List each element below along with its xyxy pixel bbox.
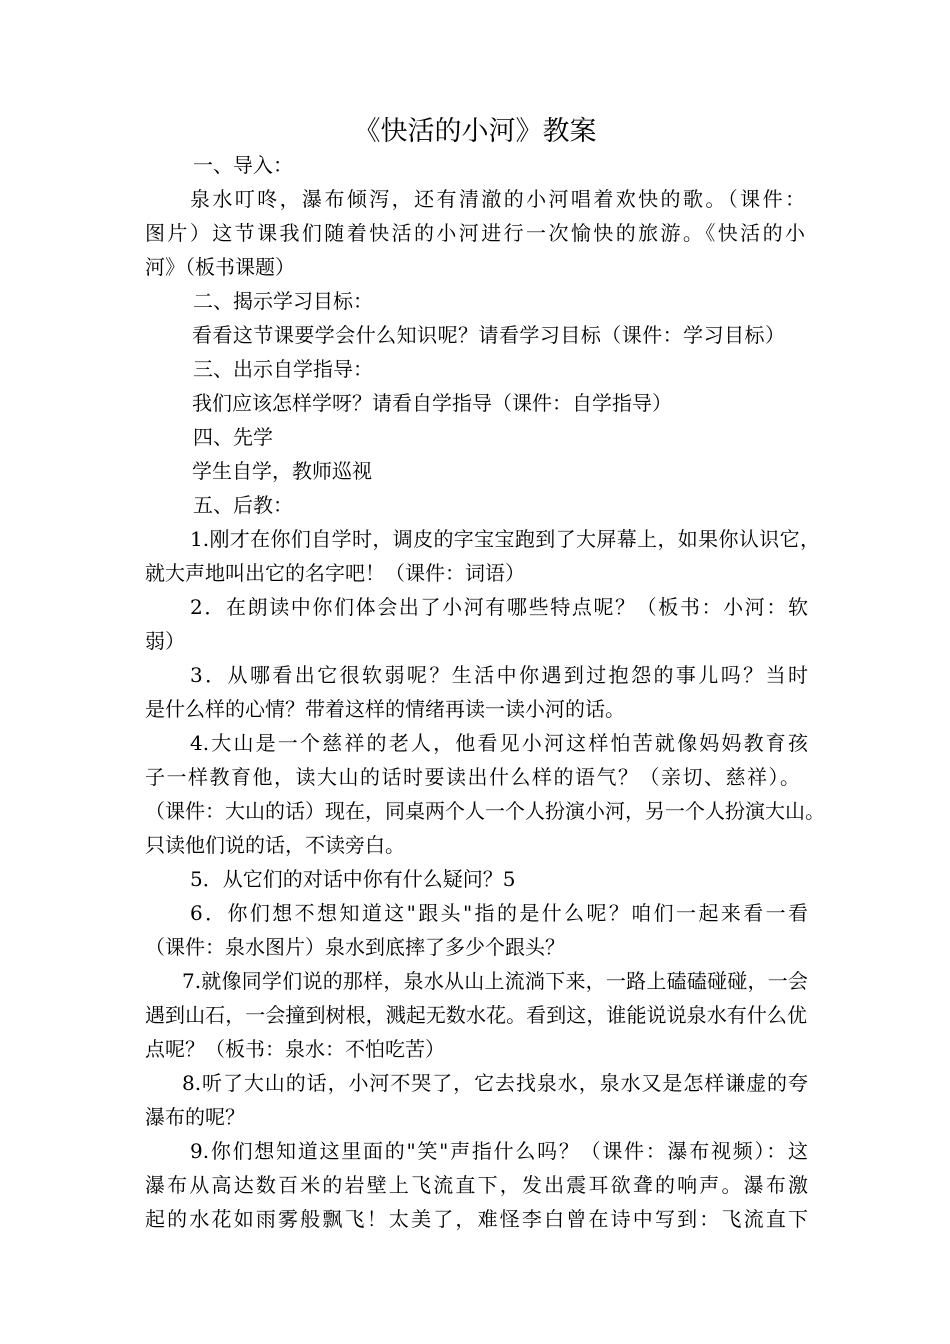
paragraph-line: 子一样教育他，读大山的话时要读出什么样的语气？（亲切、慈祥）。 <box>145 765 800 789</box>
paragraph-line: （课件：泉水图片）泉水到底摔了多少个跟头？ <box>145 935 565 959</box>
section-heading: 二、揭示学习目标： <box>193 289 373 313</box>
paragraph-line: 遇到山石，一会撞到树根，溅起无数水花。看到这，谁能说说泉水有什么优 <box>145 1003 807 1027</box>
paragraph-line: 5．从它们的对话中你有什么疑问？5 <box>190 867 516 891</box>
paragraph-line: 3．从哪看出它很软弱呢？生活中你遇到过抱怨的事儿吗？当时 <box>190 663 808 687</box>
paragraph-line: 河》（板书课题） <box>145 255 295 279</box>
paragraph-line: 点呢？（板书：泉水：不怕吃苦） <box>145 1037 445 1061</box>
paragraph-line: 学生自学，教师巡视 <box>192 459 372 483</box>
paragraph-line: 瀑布的呢？ <box>145 1105 245 1129</box>
paragraph-line: 6．你们想不想知道这"跟头"指的是什么呢？咱们一起来看一看 <box>190 901 808 925</box>
paragraph-line: 9.你们想知道这里面的"笑"声指什么吗？（课件：瀑布视频）：这 <box>190 1139 808 1163</box>
paragraph-line: 7.就像同学们说的那样，泉水从山上流淌下来，一路上磕磕碰碰，一会 <box>182 969 808 993</box>
document-title: 《快活的小河》教案 <box>353 116 597 147</box>
paragraph-line: 起的水花如雨雾般飘飞！太美了，难怪李白曾在诗中写到：飞流直下 <box>145 1207 808 1231</box>
paragraph-line: （课件：大山的话）现在，同桌两个人一个人扮演小河，另一个人扮演大山。 <box>145 799 825 823</box>
paragraph-line: 泉水叮咚，瀑布倾泻，还有清澈的小河唱着欢快的歌。（课件： <box>190 187 805 211</box>
paragraph-line: 就大声地叫出它的名字吧！（课件：词语） <box>145 561 525 585</box>
section-heading: 一、导入： <box>193 153 293 177</box>
paragraph-line: 瀑布从高达数百米的岩壁上飞流直下，发出震耳欲聋的响声。瀑布激 <box>145 1173 808 1197</box>
paragraph-line: 8.听了大山的话，小河不哭了，它去找泉水，泉水又是怎样谦虚的夸 <box>182 1071 808 1095</box>
paragraph-line: 只读他们说的话，不读旁白。 <box>145 833 405 857</box>
section-heading: 四、先学 <box>193 425 273 449</box>
paragraph-line: 弱） <box>145 629 185 653</box>
paragraph-line: 我们应该怎样学呀？请看自学指导（课件：自学指导） <box>192 391 672 415</box>
paragraph-line: 看看这节课要学会什么知识呢？请看学习目标（课件：学习目标） <box>192 323 785 347</box>
section-heading: 五、后教： <box>193 493 293 517</box>
section-heading: 三、出示自学指导： <box>193 357 373 381</box>
paragraph-line: 1.刚才在你们自学时，调皮的字宝宝跑到了大屏幕上，如果你认识它， <box>190 527 820 551</box>
paragraph-line: 4.大山是一个慈祥的老人，他看见小河这样怕苦就像妈妈教育孩 <box>190 731 808 755</box>
paragraph-line: 2．在朗读中你们体会出了小河有哪些特点呢？（板书：小河：软 <box>190 595 808 619</box>
paragraph-line: 是什么样的心情？带着这样的情绪再读一读小河的话。 <box>145 697 625 721</box>
paragraph-line: 图片）这节课我们随着快活的小河进行一次愉快的旅游。《快活的小 <box>145 221 805 245</box>
